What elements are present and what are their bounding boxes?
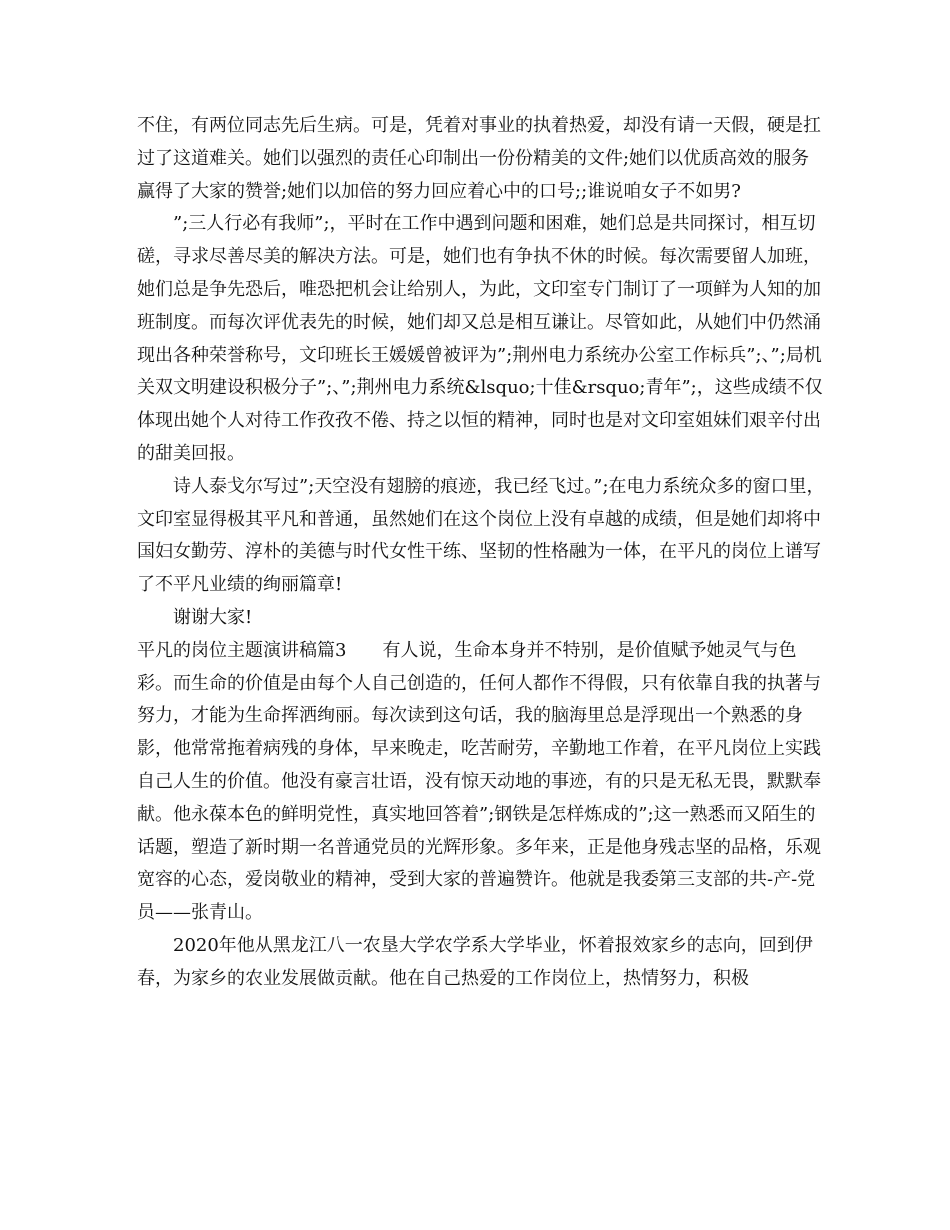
paragraph-speech-3: 平凡的岗位主题演讲稿篇3 有人说，生命本身并不特别，是价值赋予她灵气与色彩。而生命的价值是由每个人自己创造的，任何人都作不得假，只有依靠自我的执著与努力，才能为生命挥洒绚丽。每次读到这句话，我的脑海里总是浮现出一个熟悉的身影，他常常拖着病残的身体，早来晚走，吃苦耐劳，辛勤地工作着，在平凡岗位上实践自己人生的价值。他没有豪言壮语，没有惊天动地的事迹，有的只是无私无畏，默默奉献。他永葆本色的鲜明党性，真实地回答着”;钢铁是怎样炼成的”;这一熟悉而又陌生的话题，塑造了新时期一名普通党员的光辉形象。多年来，正是他身残志坚的品格，乐观宽容的心态，爱岗敬业的精神，受到大家的普遍赞许。他就是我委第三支部的共-产-党员——张青山。 xyxy=(137,639,821,924)
paragraph-continued: 不住，有两位同志先后生病。可是，凭着对事业的执着热爱，却没有请一天假，硬是扛过了这道难关。她们以强烈的责任心印制出一份份精美的文件;她们以优质高效的服务赢得了大家的赞誉;她们以加倍的努力回应着心中的口号;;谁说咱女子不如男? xyxy=(137,115,821,202)
document-body xyxy=(137,110,827,996)
paragraph-biography: 2020年他从黑龙江八一农垦大学农学系大学毕业，怀着报效家乡的志向，回到伊春，为家乡的农业发展做贡献。他在自己热爱的工作岗位上，热情努力，积极 xyxy=(137,934,813,989)
paragraph-teamwork: ”;三人行必有我师”;，平时在工作中遇到问题和困难，她们总是共同探讨，相互切磋，寻求尽善尽美的解决方法。可是，她们也有争执不休的时候。每次需要留人加班，她们总是争先恐后，唯恐把机会让给别人，为此，文印室专门制订了一项鲜为人知的加班制度。而每次评优表先的时候，她们却又总是相互谦让。尽管如此，从她们中仍然涌现出各种荣誉称号，文印班长王媛媛曾被评为”;荆州电力系统办公室工作标兵”;、”;局机关双文明建设积极分子”;、”;荆州电力系统&lsquo;十佳&rsquo;青年”;，这些成绩不仅体现出她个人对待工作孜孜不倦、持之以恒的精神，同时也是对文印室姐妹们艰辛付出的甜美回报。 xyxy=(137,213,823,464)
paragraph-tagore-quote: 诗人泰戈尔写过”;天空没有翅膀的痕迹，我已经飞过。”;在电力系统众多的窗口里，文印室显得极其平凡和普通，虽然她们在这个岗位上没有卓越的成绩，但是她们却将中国妇女勤劳、淳朴的美德与时代女性干练、坚韧的性格融为一体，在平凡的岗位上谱写了不平凡业绩的绚丽篇章! xyxy=(137,475,825,596)
paragraph-thanks: 谢谢大家! xyxy=(173,606,253,628)
